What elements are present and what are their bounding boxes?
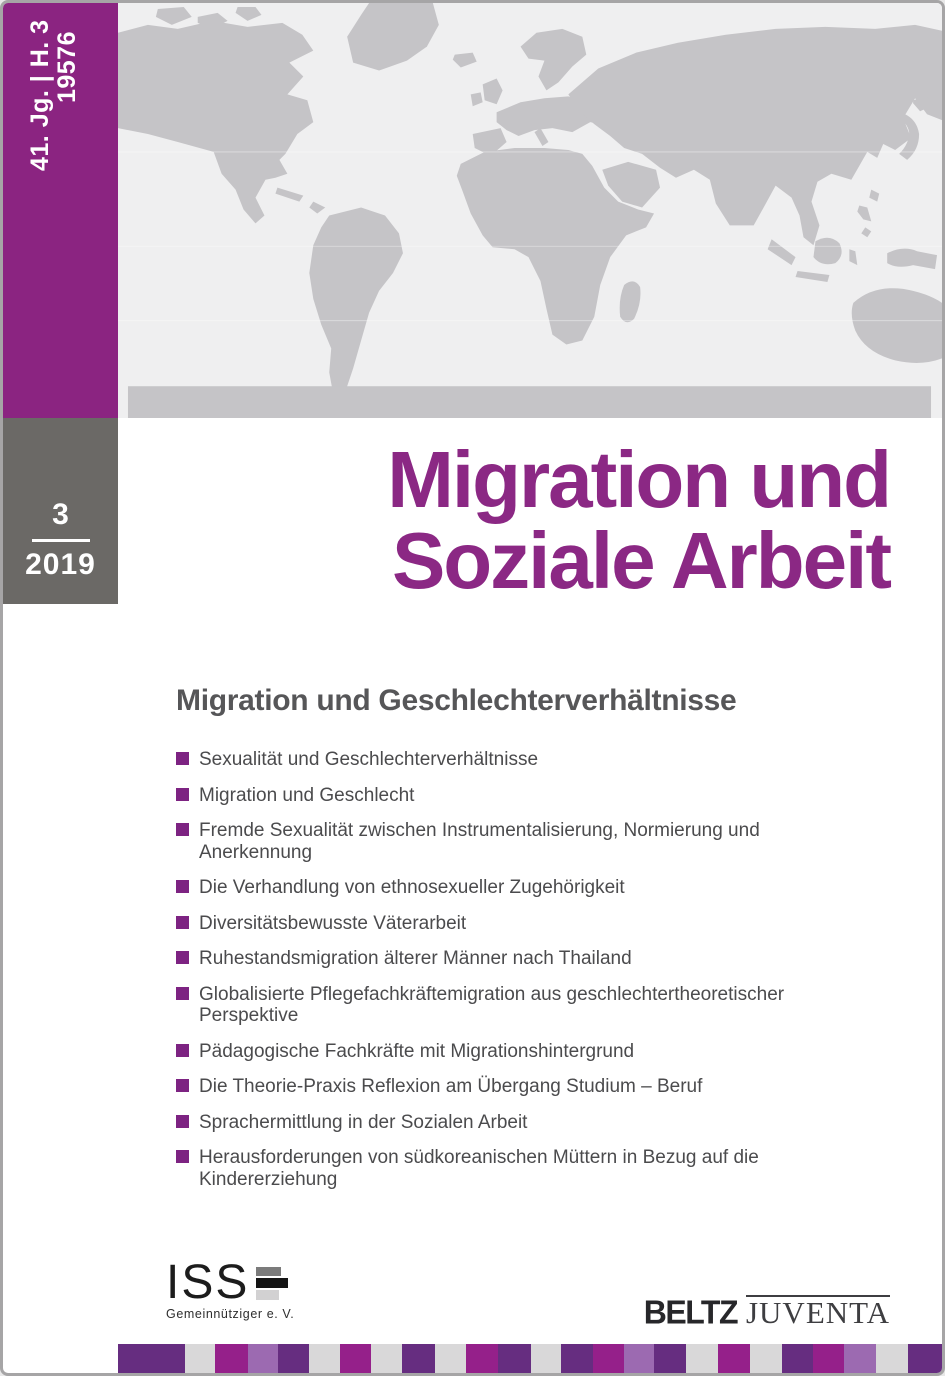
- strip-square: [248, 1344, 278, 1373]
- topic-item: [176, 785, 876, 807]
- spine-bar: [3, 3, 118, 418]
- topic-label: Sexualität und Geschlechterverhältnisse: [199, 749, 539, 770]
- topic-label: Diversitätsbewusste Väterarbeit: [199, 912, 467, 934]
- strip-square: [561, 1344, 593, 1373]
- topic-item: [176, 913, 876, 935]
- strip-square: [844, 1344, 876, 1373]
- beltz-logo-text: BELTZ: [643, 1293, 737, 1331]
- bullet-square-icon: [176, 1044, 189, 1057]
- topic-label: Pädagogische Fachkräfte mit Migrationshintergrund: [199, 1040, 635, 1062]
- issue-theme-heading: Migration und Geschlechterverhältnisse: [176, 684, 737, 717]
- publisher-logo: [643, 1293, 890, 1331]
- bullet-square-icon: [176, 880, 189, 893]
- strip-square: [813, 1344, 844, 1373]
- iss-logo: [166, 1256, 295, 1321]
- bullet-square-icon: [176, 987, 189, 1000]
- topic-item: [176, 984, 876, 1027]
- issue-year: 2019: [25, 548, 96, 581]
- topic-item: [176, 820, 876, 863]
- strip-square: [750, 1344, 782, 1373]
- strip-square: [340, 1344, 371, 1373]
- bullet-square-icon: [176, 916, 189, 929]
- bottom-color-strip: [118, 1344, 942, 1373]
- strip-square: [402, 1344, 435, 1373]
- iss-logo-text: ISS: [166, 1256, 250, 1309]
- bullet-square-icon: [176, 1150, 189, 1163]
- strip-square: [531, 1344, 561, 1373]
- strip-square: [498, 1344, 531, 1373]
- strip-square: [718, 1344, 750, 1373]
- strip-square: [782, 1344, 813, 1373]
- topic-label: Globalisierte Pflegefachkräftemigration aus geschlechtertheoretischer Perspektive: [199, 983, 785, 1026]
- journal-title: [387, 435, 890, 605]
- strip-square: [908, 1344, 942, 1373]
- strip-square: [278, 1344, 309, 1373]
- bullet-square-icon: [176, 788, 189, 801]
- strip-square: [309, 1344, 340, 1373]
- strip-square: [371, 1344, 402, 1373]
- topics-list: [176, 749, 876, 1204]
- spine-text: [26, 19, 81, 171]
- strip-square: [466, 1344, 498, 1373]
- strip-square: [435, 1344, 466, 1373]
- strip-square: [215, 1344, 248, 1373]
- topic-label: Ruhestandsmigration älterer Männer nach Thailand: [199, 948, 632, 969]
- topic-label: Sprachermittlung in der Sozialen Arbeit: [199, 1111, 528, 1133]
- spine-volume-issue: 41. Jg. | H. 3: [26, 19, 54, 171]
- strip-square: [118, 1344, 185, 1373]
- iss-subtitle: Gemeinnütziger e. V.: [166, 1307, 295, 1321]
- topic-item: [176, 877, 876, 899]
- strip-square: [185, 1344, 215, 1373]
- topic-item: [176, 1076, 876, 1098]
- iss-logo-bars-icon: [256, 1267, 288, 1300]
- world-map-graphic: [118, 3, 942, 418]
- topic-label: Fremde Sexualität zwischen Instrumentalisierung, Normierung und Anerkennung: [199, 820, 760, 863]
- topic-label: Migration und Geschlecht: [199, 784, 415, 806]
- strip-square: [624, 1344, 654, 1373]
- world-map: [118, 3, 942, 418]
- bullet-square-icon: [176, 951, 189, 964]
- topic-item: [176, 1112, 876, 1134]
- strip-square: [593, 1344, 624, 1373]
- journal-title-line2: Soziale Arbeit: [391, 516, 890, 605]
- strip-square: [654, 1344, 686, 1373]
- bullet-square-icon: [176, 752, 189, 765]
- topic-item: [176, 749, 876, 771]
- issue-divider: [32, 539, 90, 542]
- topic-label: Die Verhandlung von ethnosexueller Zugehörigkeit: [199, 877, 625, 898]
- bullet-square-icon: [176, 1115, 189, 1128]
- topic-item: [176, 948, 876, 970]
- juventa-logo-text: JUVENTA: [745, 1295, 890, 1330]
- issue-box: [3, 418, 118, 604]
- topic-item: [176, 1041, 876, 1063]
- continents: [118, 3, 942, 418]
- spine-code: 19576: [53, 31, 81, 104]
- topic-item: [176, 1147, 876, 1190]
- topic-label: Die Theorie-Praxis Reflexion am Übergang Studium – Beruf: [199, 1076, 703, 1097]
- strip-square: [876, 1344, 908, 1373]
- bullet-square-icon: [176, 823, 189, 836]
- strip-square: [686, 1344, 718, 1373]
- topic-label: Herausforderungen von südkoreanischen Müttern in Bezug auf die Kindererziehung: [199, 1147, 759, 1190]
- journal-title-line1: Migration und: [387, 435, 890, 524]
- issue-number: 3: [52, 498, 69, 531]
- bullet-square-icon: [176, 1079, 189, 1092]
